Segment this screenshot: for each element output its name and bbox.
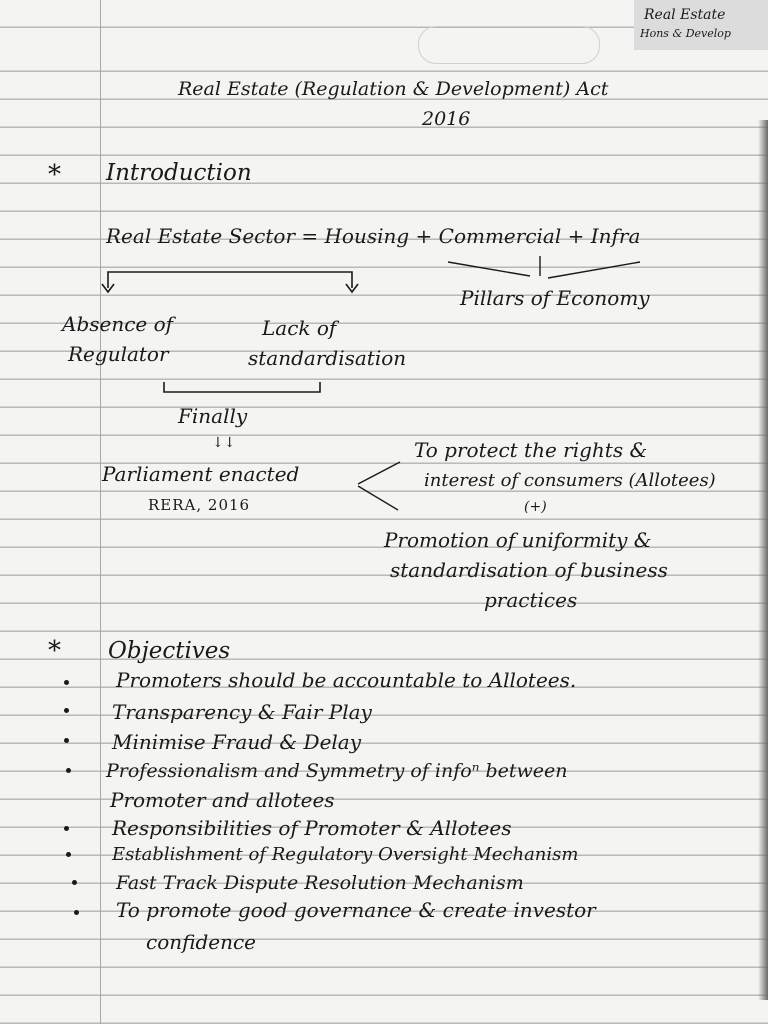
objective-item: Fast Track Dispute Resolution Mechanism <box>116 872 524 894</box>
finally-label: Finally <box>178 404 248 428</box>
aim-standardisation: standardisation of business <box>390 558 668 582</box>
objective-item: To promote good governance & create investor <box>116 898 596 922</box>
sector-equation: Real Estate Sector = Housing + Commercial + Infra <box>106 224 641 248</box>
corner-tab-line2: Hons & Develop <box>640 27 731 40</box>
objective-item: Establishment of Regulatory Oversight Mechanism <box>112 844 579 865</box>
plus-sign: (+) <box>524 499 547 515</box>
aim-uniformity: Promotion of uniformity & <box>384 528 652 552</box>
objective-item: Transparency & Fair Play <box>112 700 372 724</box>
rera-label: RERA, 2016 <box>148 496 251 514</box>
star-bullet: * <box>48 160 61 190</box>
finally-arrows: ↓↓ <box>212 435 236 451</box>
aim-protect-rights: To protect the rights & <box>414 438 648 462</box>
objectives-heading: Objectives <box>108 638 231 664</box>
objective-item-continued: Promoter and allotees <box>110 788 335 812</box>
page-title-year: 2016 <box>422 108 471 130</box>
objective-item: Responsibilities of Promoter & Allotees <box>112 816 512 840</box>
objective-item: Professionalism and Symmetry of infoⁿ between <box>106 760 568 782</box>
parliament-enacted: Parliament enacted <box>102 462 300 486</box>
aim-practices: practices <box>484 588 578 612</box>
objective-item: Promoters should be accountable to Allotees. <box>116 668 577 692</box>
cause-standardisation: standardisation <box>248 346 407 370</box>
star-bullet: * <box>48 636 61 666</box>
cause-regulator: Regulator <box>68 342 169 366</box>
cause-lack: Lack of <box>262 316 337 340</box>
objective-item-continued: confidence <box>146 930 257 954</box>
cause-absence: Absence of <box>62 312 174 336</box>
corner-tab-line1: Real Estate <box>644 7 726 23</box>
pillars-of-economy: Pillars of Economy <box>460 286 650 310</box>
objective-item: Minimise Fraud & Delay <box>112 730 362 754</box>
page-title: Real Estate (Regulation & Development) Act <box>178 78 609 100</box>
introduction-heading: Introduction <box>106 160 252 186</box>
aim-interest-consumers: interest of consumers (Allotees) <box>424 470 716 491</box>
